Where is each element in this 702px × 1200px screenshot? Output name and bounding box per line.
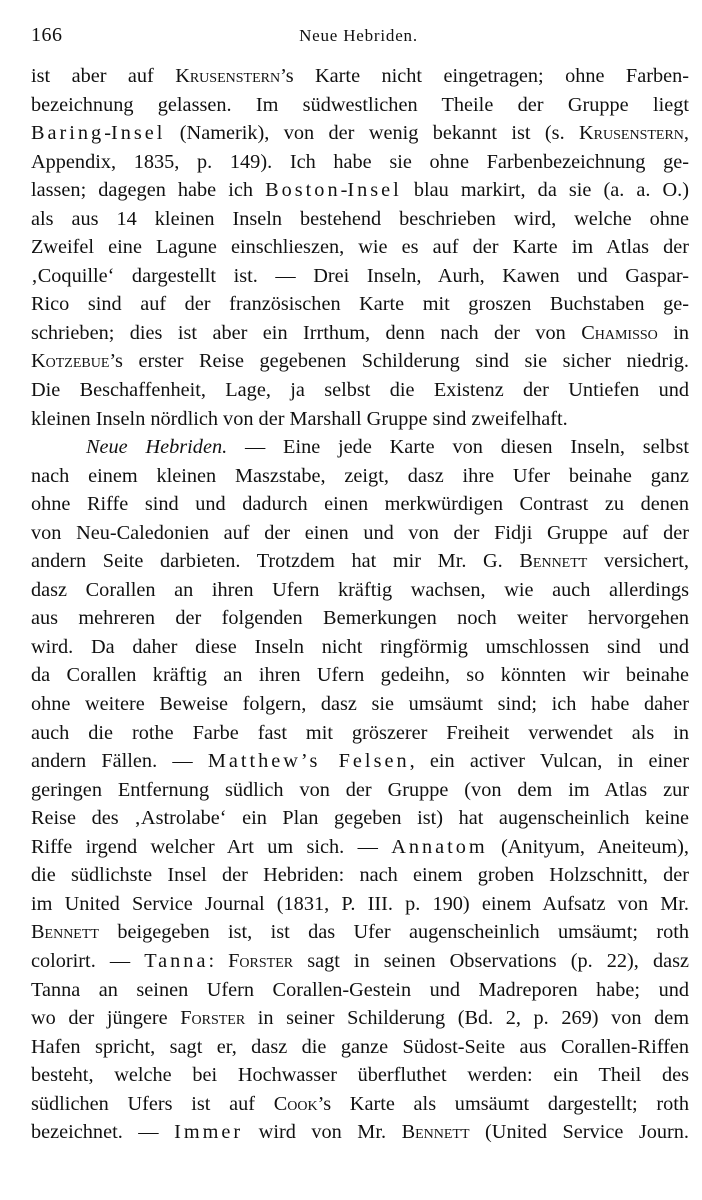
author-name: Cook	[273, 1092, 318, 1115]
text-line	[31, 490, 689, 519]
text-run: Reise des ‚Astrolabe‘ ein Plan gegeben ist) hat augenscheinlich keine	[31, 807, 689, 830]
text-run: dasz Corallen an ihren Ufern kräftig wachsen, wie auch allerdings	[31, 578, 689, 601]
page-header	[31, 24, 686, 54]
text-line	[31, 604, 689, 633]
text-run: colorirt. —	[31, 949, 145, 972]
text-line	[31, 462, 689, 491]
text-run: von Neu-Caledonien auf der einen und von der Fidji Gruppe auf der	[31, 521, 689, 544]
text-run: aus mehreren der folgenden Bemerkungen noch weiter hervorgehen	[31, 607, 689, 630]
text-run: ,	[683, 122, 689, 145]
text-line	[31, 290, 689, 319]
text-line	[31, 376, 689, 405]
text-line	[31, 719, 689, 748]
text-line	[31, 119, 689, 148]
text-run: ’s Karte nicht eingetragen; ohne Farben-	[280, 65, 689, 87]
text-line	[31, 205, 689, 234]
author-name: Forster	[228, 949, 294, 972]
text-line	[31, 804, 689, 833]
text-run: , ein activer Vulcan, in einer	[409, 750, 689, 773]
text-line	[31, 347, 689, 376]
text-line	[31, 176, 689, 205]
place-name: Tanna	[144, 949, 209, 972]
text-run: (Namerik), von der wenig bekannt ist (s.	[165, 122, 580, 145]
text-run: sagt in seinen Observations (p. 22), dasz	[293, 949, 689, 972]
text-run: besteht, welche bei Hochwasser überfluthet werden: ein Theil des	[31, 1064, 689, 1087]
text-run: im United Service Journal (1831, P. III. p. 190) einem Aufsatz von Mr.	[31, 892, 689, 915]
text-run: ist aber auf	[31, 65, 176, 87]
text-run: andern Seite darbieten. Trotzdem hat mir Mr. G.	[31, 550, 520, 573]
text-line	[31, 633, 689, 662]
text-run: :	[208, 949, 229, 972]
text-run: wird von Mr.	[243, 1121, 402, 1144]
text-line	[31, 833, 689, 862]
text-line	[31, 747, 689, 776]
text-run: Die Beschaffenheit, Lage, ja selbst die Existenz der Untiefen und	[31, 379, 689, 402]
place-name: Matthew’s Felsen	[207, 750, 410, 773]
text-line	[31, 776, 689, 805]
text-line	[31, 1004, 689, 1033]
text-run: ’s Karte als umsäumt dargestellt; roth	[317, 1092, 689, 1115]
text-run: (Anityum, Aneiteum),	[487, 835, 689, 858]
text-run: wo der jüngere	[31, 1007, 181, 1030]
author-name: Krusenstern	[579, 122, 684, 145]
text-run: Rico sind auf der französischen Karte mit groszen Buchstaben ge-	[31, 293, 689, 316]
text-run: andern Fällen. —	[31, 750, 208, 773]
author-name: Bennett	[31, 921, 99, 944]
text-line	[31, 661, 689, 690]
place-name: Annatom	[391, 835, 488, 858]
text-run: kleinen Inseln nördlich von der Marshall Gruppe sind zweifelhaft.	[31, 407, 568, 430]
text-line	[31, 62, 689, 91]
text-line	[31, 91, 689, 120]
text-run: — Eine jede Karte von diesen Inseln, selbst	[227, 436, 689, 459]
text-run: (United Service Journ.	[469, 1121, 689, 1144]
text-line	[31, 918, 689, 947]
text-line	[31, 519, 689, 548]
text-run: bezeichnet. —	[31, 1121, 175, 1144]
author-name: Bennett	[401, 1121, 470, 1144]
text-run: in	[657, 321, 689, 344]
page-number: 166	[31, 24, 63, 46]
text-run: -	[104, 122, 111, 145]
place-name: Insel	[110, 122, 166, 145]
text-run: schrieben; dies ist aber ein Irrthum, denn nach der von	[31, 321, 582, 344]
text-run: lassen; dagegen habe ich	[31, 179, 266, 202]
place-name: Immer	[174, 1121, 244, 1144]
text-run: Appendix, 1835, p. 149). Ich habe sie ohne Farbenbezeichnung ge-	[31, 150, 689, 173]
text-run: ohne weitere Beweise folgern, dasz sie umsäumt sind; ich habe daher	[31, 693, 689, 716]
text-run: in seiner Schilderung (Bd. 2, p. 269) von dem	[245, 1007, 689, 1030]
text-line	[31, 233, 689, 262]
text-line	[31, 1033, 689, 1062]
text-line	[31, 861, 689, 890]
author-name: Chamisso	[581, 321, 658, 344]
author-name: Krusenstern	[175, 65, 281, 87]
text-run: auch die rothe Farbe fast mit gröszerer Freiheit verwendet als in	[31, 721, 689, 744]
text-line	[31, 1061, 689, 1090]
place-name: Insel	[347, 179, 402, 202]
text-run: geringen Entfernung südlich von der Gruppe (von dem im Atlas zur	[31, 778, 689, 801]
text-line	[31, 262, 689, 291]
text-run: ohne Riffe sind und dadurch einen merkwürdigen Contrast zu denen	[31, 493, 689, 516]
text-run: die südlichste Insel der Hebriden: nach einem groben Holzschnitt, der	[31, 864, 689, 887]
section-heading: Neue Hebriden.	[86, 436, 228, 459]
author-name: Kotzebue	[31, 350, 110, 373]
text-run: wird. Da daher diese Inseln nicht ringförmig umschlossen sind und	[31, 635, 689, 658]
text-line	[31, 148, 689, 177]
author-name: Bennett	[519, 550, 588, 573]
place-name: Boston	[265, 179, 341, 202]
text-line	[31, 319, 689, 348]
text-run: Tanna an seinen Ufern Corallen-Gestein und Madreporen habe; und	[31, 978, 689, 1001]
text-run: -	[340, 179, 348, 202]
text-line	[31, 547, 689, 576]
text-run: nach einem kleinen Maszstabe, zeigt, dasz ihre Ufer beinahe ganz	[31, 464, 689, 487]
text-run: Zweifel eine Lagune einschlieszen, wie es auf der Karte im Atlas der	[31, 236, 689, 259]
place-name: Baring	[31, 122, 105, 145]
text-run: ‚Coquille‘ dargestellt ist. — Drei Inseln, Aurh, Kawen und Gaspar-	[31, 264, 689, 287]
text-line	[31, 976, 689, 1005]
text-run: versichert,	[587, 550, 689, 573]
text-run: beigegeben ist, ist das Ufer augenscheinlich umsäumt; roth	[98, 921, 689, 944]
text-run: Hafen spricht, sagt er, dasz die ganze Südost-Seite aus Corallen-Riffen	[31, 1035, 689, 1058]
text-run: blau markirt, da sie (a. a. O.)	[401, 179, 689, 202]
text-line	[31, 947, 689, 976]
text-line	[31, 1118, 689, 1147]
text-run: da Corallen kräftig an ihren Ufern gedeihn, so könnten wir beinahe	[31, 664, 689, 687]
text-line	[31, 1090, 689, 1119]
text-run: Riffe irgend welcher Art um sich. —	[31, 835, 392, 858]
text-line	[31, 890, 689, 919]
text-line	[31, 433, 689, 462]
text-line	[31, 405, 689, 434]
text-line	[31, 690, 689, 719]
text-run: ’s erster Reise gegebenen Schilderung sind sie sicher niedrig.	[109, 350, 689, 373]
text-run: südlichen Ufers ist auf	[31, 1092, 274, 1115]
text-run: bezeichnung gelassen. Im südwestlichen Theile der Gruppe liegt	[31, 93, 689, 116]
author-name: Forster	[180, 1007, 246, 1030]
text-run: als aus 14 kleinen Inseln bestehend beschrieben wird, welche ohne	[31, 207, 689, 230]
body-text	[31, 62, 689, 1147]
running-title: Neue Hebriden.	[299, 26, 418, 45]
text-line	[31, 576, 689, 605]
